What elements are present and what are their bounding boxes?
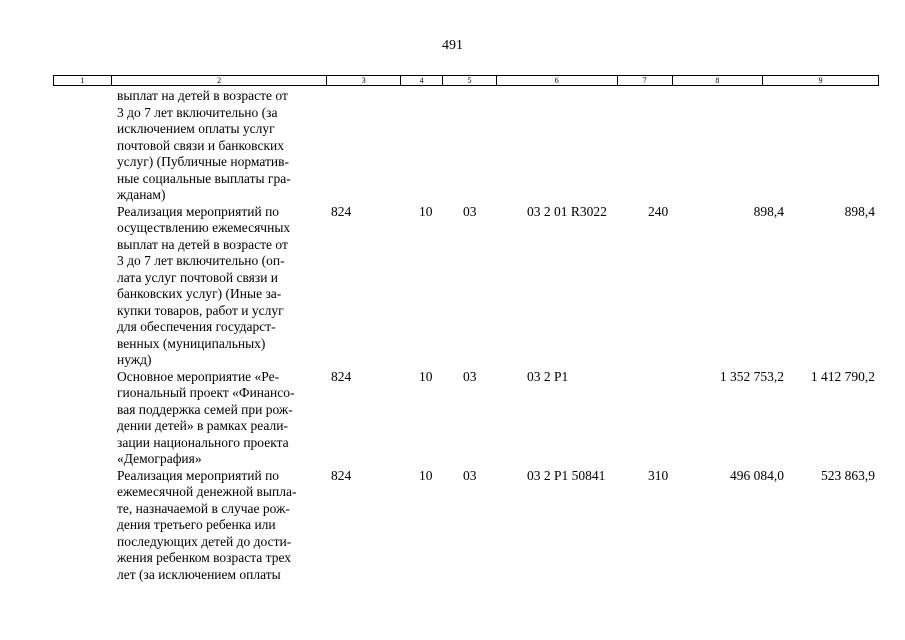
row-sum-2: 1 412 790,2 xyxy=(810,368,875,384)
column-number-1: 1 xyxy=(54,76,112,85)
row-sum-1: 496 084,0 xyxy=(730,467,784,483)
column-number-4: 4 xyxy=(401,76,443,85)
page-number: 491 xyxy=(442,38,463,53)
row-ved: 824 xyxy=(331,368,352,384)
column-number-6: 6 xyxy=(497,76,618,85)
row-pr: 03 xyxy=(463,203,477,219)
column-number-2: 2 xyxy=(112,76,327,85)
row-name: выплат на детей в возрасте от 3 до 7 лет включительно (за исключением оплаты услуг почтовой связи и банковских услуг) (Публичные норматив- ные социальные выплаты гра- жданам) xyxy=(117,88,291,202)
column-number-8: 8 xyxy=(673,76,764,85)
row-ved: 824 xyxy=(331,203,352,219)
table-row xyxy=(0,204,905,369)
row-vr: 240 xyxy=(648,203,669,219)
column-number-7: 7 xyxy=(618,76,673,85)
row-sum-1: 1 352 753,2 xyxy=(719,368,784,384)
row-ved: 824 xyxy=(331,467,352,483)
row-pr: 03 xyxy=(463,368,477,384)
table-body xyxy=(0,88,905,583)
table-row xyxy=(0,88,905,204)
row-csr: 03 2 P1 50841 xyxy=(527,467,606,483)
row-rz: 10 xyxy=(419,467,433,483)
row-rz: 10 xyxy=(419,368,433,384)
row-name: Основное мероприятие «Ре- гиональный проект «Финансо- вая поддержка семей при рож- дении детей» в рамках реали- зации национального проекта «Демография» xyxy=(117,368,295,466)
row-csr: 03 2 01 R3022 xyxy=(527,203,607,219)
row-rz: 10 xyxy=(419,203,433,219)
row-sum-2: 523 863,9 xyxy=(821,467,875,483)
column-number-3: 3 xyxy=(327,76,401,85)
column-number-9: 9 xyxy=(818,76,823,85)
row-pr: 03 xyxy=(463,467,477,483)
table-header-row xyxy=(53,75,879,86)
row-name: Реализация мероприятий по ежемесячной денежной выпла- те, назначаемой в случае рож- дения третьего ребенка или последующих детей до дости- жения ребенком возраста трех лет (за исключением оплаты xyxy=(117,467,297,582)
row-sum-1: 898,4 xyxy=(753,203,784,219)
row-csr: 03 2 P1 xyxy=(527,368,569,384)
column-number-5: 5 xyxy=(443,76,497,85)
row-sum-2: 898,4 xyxy=(844,203,875,219)
table-row xyxy=(0,369,905,468)
table-row xyxy=(0,468,905,584)
row-name: Реализация мероприятий по осуществлению ежемесячных выплат на детей в возрасте от 3 до 7 лет включительно (оп- лата услуг почтовой связи и банковских услуг) (Иные за- купки товаров, работ и услуг для обеспечения государст- венных (муниципальных) нужд) xyxy=(117,203,291,367)
row-vr: 310 xyxy=(648,467,669,483)
